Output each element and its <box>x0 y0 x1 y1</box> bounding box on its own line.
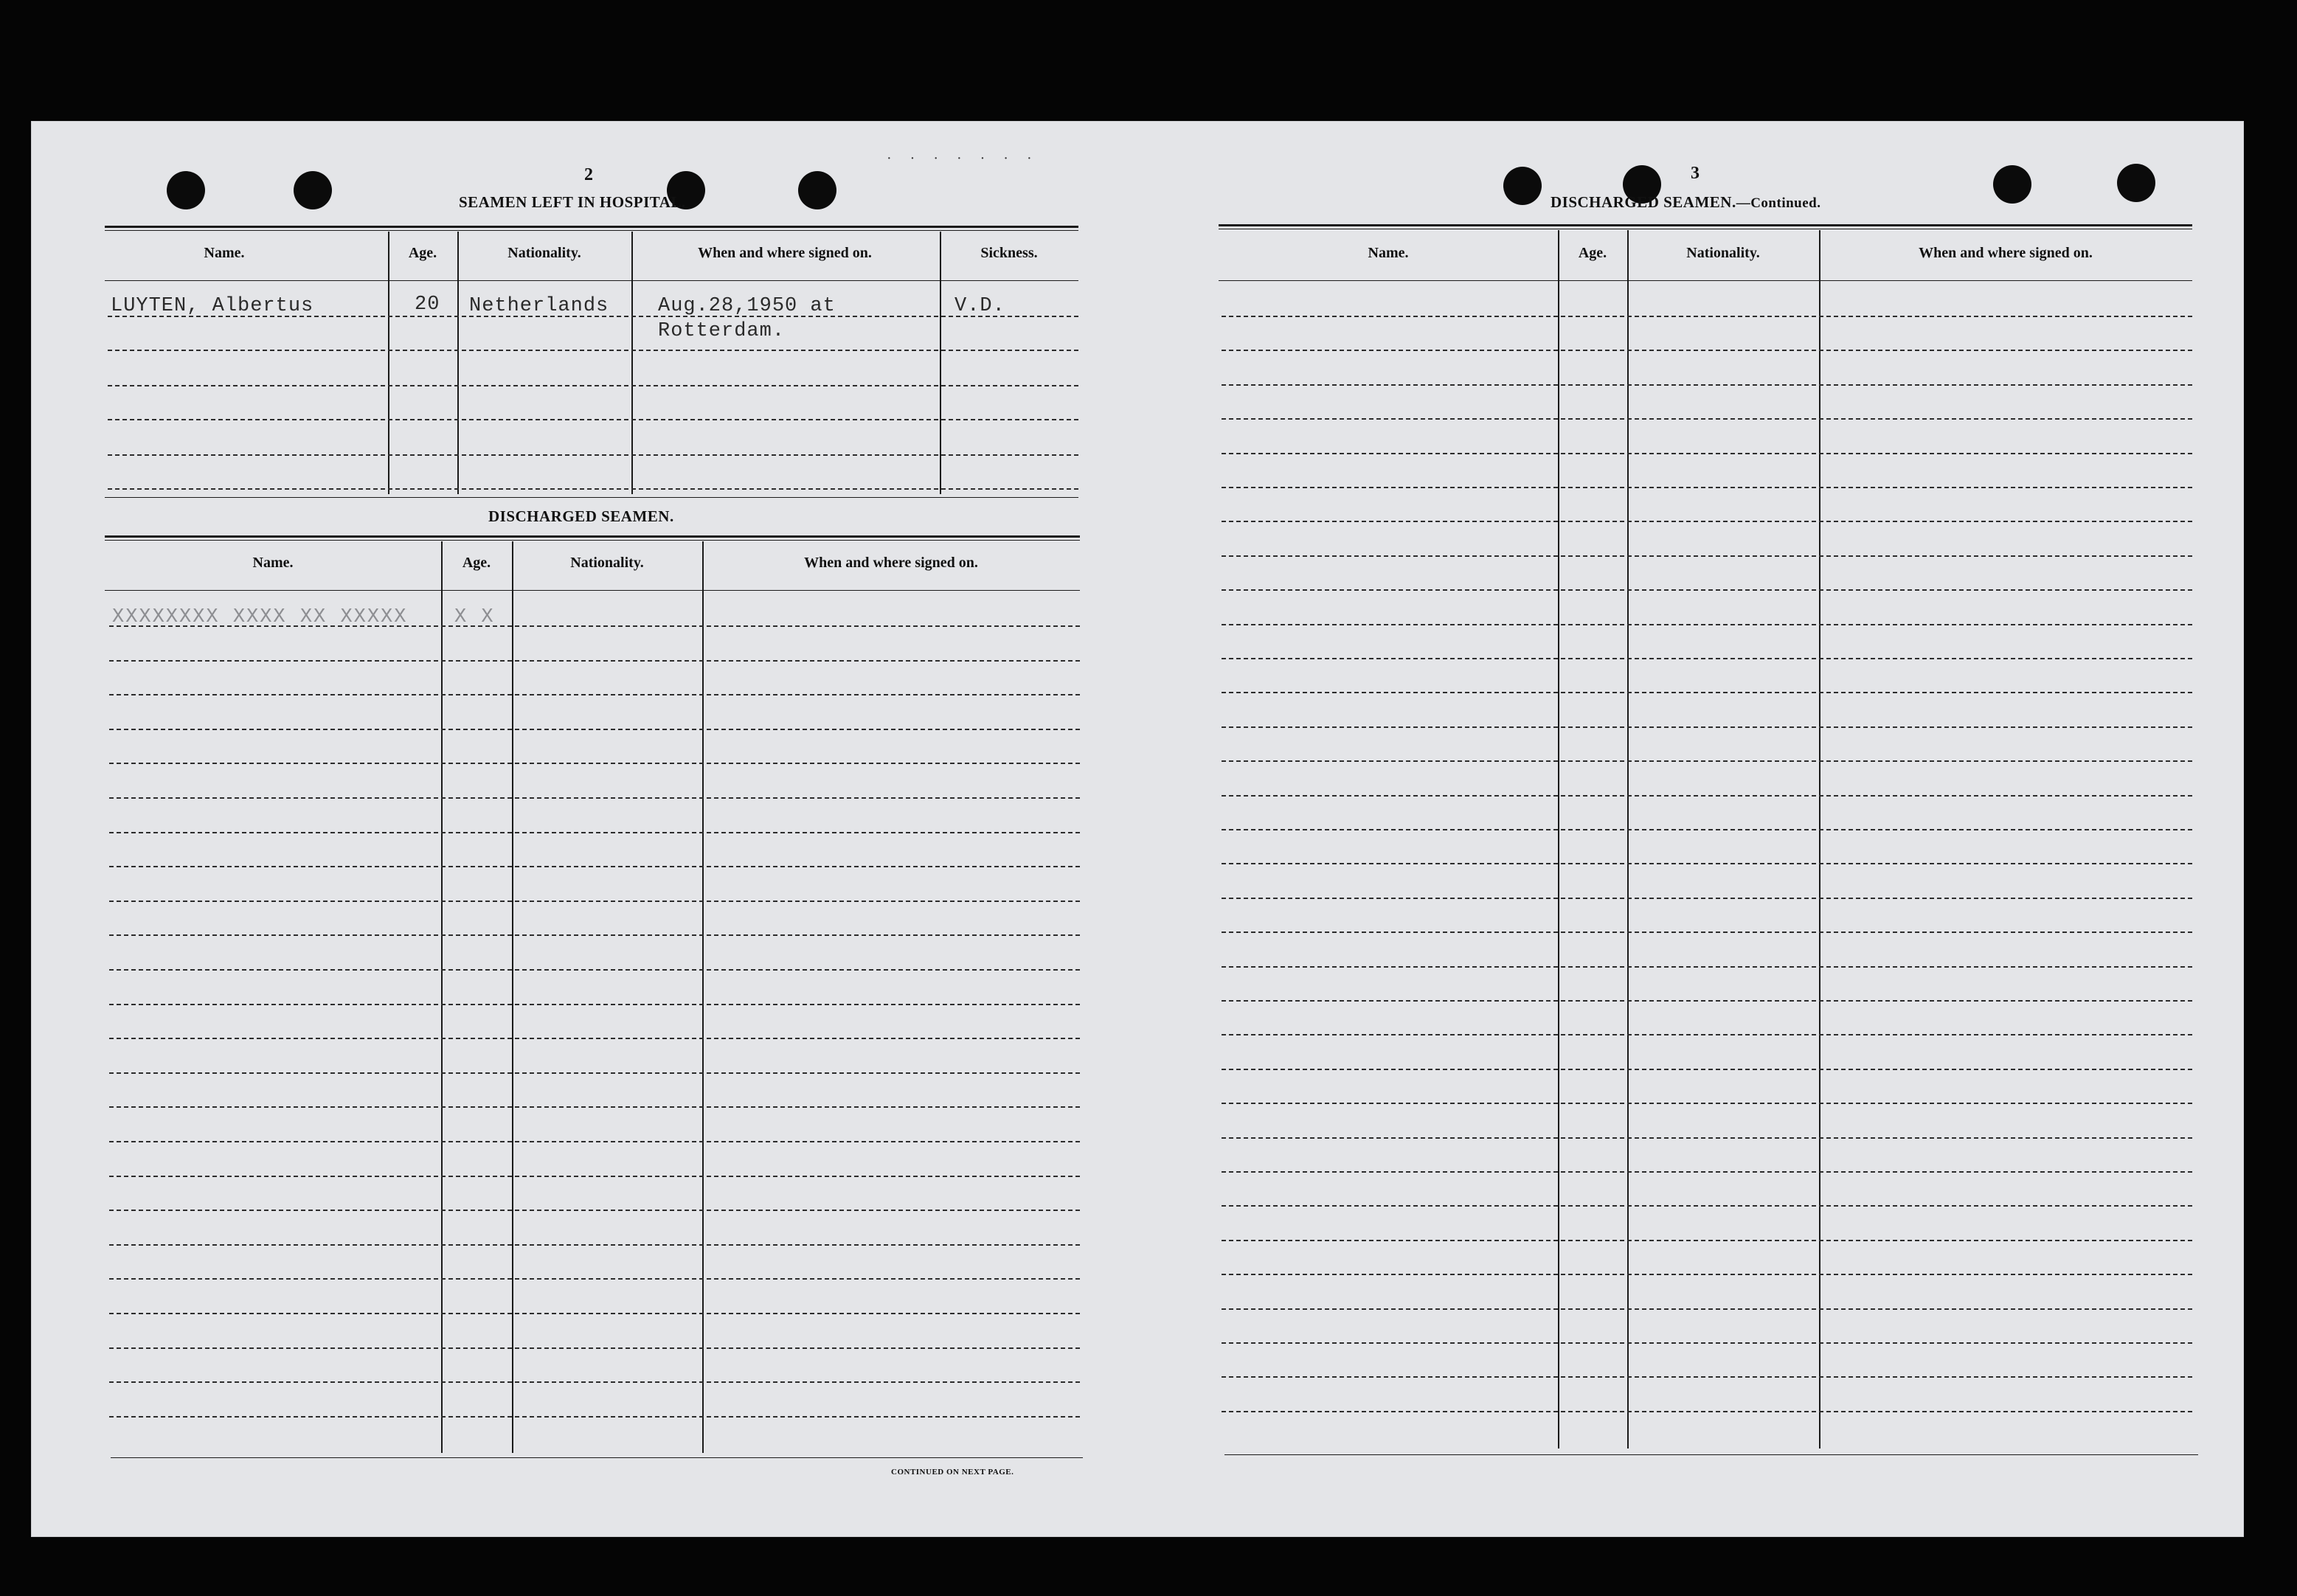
column-header-signed-on: When and where signed on. <box>1919 245 2093 261</box>
column-header-name: Name. <box>1368 245 1409 261</box>
entry-line <box>1222 555 2192 557</box>
entry-line <box>1222 692 2192 693</box>
entry-line <box>1222 521 2192 522</box>
column-divider <box>702 541 704 1453</box>
entry-line <box>108 385 1078 386</box>
entry-line <box>109 1244 1080 1246</box>
hospital-entry-nationality: Netherlands <box>469 295 609 317</box>
hospital-entry-signed-on-place: Rotterdam. <box>658 320 786 342</box>
column-divider <box>441 541 443 1453</box>
entry-line <box>109 1416 1080 1418</box>
entry-line <box>109 901 1080 902</box>
entry-line <box>109 1141 1080 1142</box>
hospital-entry-name: LUYTEN, Albertus <box>111 295 314 317</box>
column-divider <box>512 541 513 1453</box>
hospital-section-title: SEAMEN LEFT IN HOSPITAL. <box>459 193 686 211</box>
discharged-section-title: DISCHARGED SEAMEN. <box>488 507 674 525</box>
table-bottom-rule <box>1224 1454 2198 1455</box>
entry-line <box>109 729 1080 730</box>
entry-line <box>1222 863 2192 864</box>
entry-line <box>1222 589 2192 591</box>
entry-line <box>1222 487 2192 488</box>
binder-hole <box>294 171 332 209</box>
entry-line <box>1222 418 2192 420</box>
entry-line <box>1222 795 2192 797</box>
hospital-entry-signed-on: Aug.28,1950 at <box>658 295 836 317</box>
column-header-name: Name. <box>252 555 294 571</box>
entry-line <box>1222 829 2192 830</box>
table-bottom-rule <box>111 1457 1083 1458</box>
table-top-rule <box>105 230 1078 231</box>
continued-note: CONTINUED ON NEXT PAGE. <box>891 1468 1014 1477</box>
edge-marks: · · · · · · · <box>887 150 1039 167</box>
entry-line <box>1222 1069 2192 1070</box>
entry-line <box>1222 1137 2192 1139</box>
table-top-rule <box>105 540 1080 541</box>
entry-line <box>109 1210 1080 1211</box>
entry-line <box>1222 384 2192 386</box>
ledger-sheet <box>31 121 2244 1537</box>
column-header-nationality: Nationality. <box>570 555 644 571</box>
entry-line <box>1222 1205 2192 1207</box>
column-header-age: Age. <box>408 245 437 261</box>
entry-line <box>1222 726 2192 728</box>
binder-hole <box>798 171 836 209</box>
entry-line <box>109 694 1080 695</box>
binder-hole <box>167 171 205 209</box>
entry-line <box>1222 898 2192 899</box>
entry-line <box>109 934 1080 936</box>
entry-line <box>109 832 1080 833</box>
entry-line <box>1222 1411 2192 1412</box>
entry-line <box>108 419 1078 420</box>
page-number-left: 2 <box>584 165 593 184</box>
entry-line <box>109 969 1080 971</box>
column-header-sickness: Sickness. <box>980 245 1038 261</box>
table-top-rule <box>105 226 1078 228</box>
table-top-rule <box>105 535 1080 538</box>
entry-line <box>109 660 1080 662</box>
entry-line <box>108 454 1078 456</box>
hospital-entry-sickness: V.D. <box>955 295 1005 317</box>
binder-hole <box>2117 164 2155 202</box>
entry-line <box>109 1381 1080 1383</box>
continued-section-title <box>1551 193 1820 212</box>
page-number-right: 3 <box>1691 164 1700 183</box>
column-header-signed-on: When and where signed on. <box>698 245 872 261</box>
entry-line <box>109 1072 1080 1074</box>
column-header-nationality: Nationality. <box>1686 245 1760 261</box>
column-divider <box>1627 230 1629 1448</box>
entry-line <box>1222 1240 2192 1241</box>
struck-out-name: XXXXXXXX XXXX XX XXXXX <box>112 606 408 628</box>
entry-line <box>1222 931 2192 933</box>
entry-line <box>108 350 1078 351</box>
header-underline <box>105 280 1078 281</box>
entry-line <box>109 1106 1080 1108</box>
entry-line <box>1222 316 2192 317</box>
entry-line <box>1222 658 2192 659</box>
column-header-name: Name. <box>204 245 245 261</box>
binder-hole <box>1993 165 2031 204</box>
column-header-age: Age. <box>1578 245 1607 261</box>
entry-line <box>109 1313 1080 1314</box>
entry-line <box>1222 1000 2192 1002</box>
entry-line <box>1222 350 2192 351</box>
entry-line <box>1222 624 2192 625</box>
column-divider <box>1819 230 1820 1448</box>
column-header-nationality: Nationality. <box>507 245 581 261</box>
entry-line <box>1222 1171 2192 1173</box>
table-bottom-rule <box>105 497 1078 498</box>
binder-hole <box>1503 167 1542 205</box>
struck-out-age: X X <box>454 606 495 628</box>
column-divider <box>1558 230 1559 1448</box>
entry-line <box>1222 1103 2192 1104</box>
column-header-signed-on: When and where signed on. <box>804 555 978 571</box>
entry-line <box>1222 760 2192 762</box>
header-underline <box>1219 280 2192 281</box>
entry-line <box>1222 1274 2192 1275</box>
entry-line <box>1222 966 2192 968</box>
entry-line <box>1222 453 2192 454</box>
header-underline <box>105 590 1080 591</box>
continued-section-title-main: DISCHARGED SEAMEN. <box>1551 193 1736 211</box>
entry-line <box>109 797 1080 799</box>
entry-line <box>109 1278 1080 1280</box>
entry-line <box>1222 1376 2192 1378</box>
entry-line <box>109 1347 1080 1349</box>
entry-line <box>1222 1034 2192 1035</box>
entry-line <box>109 625 1080 627</box>
entry-line <box>109 1176 1080 1177</box>
column-header-age: Age. <box>462 555 491 571</box>
entry-line <box>109 866 1080 867</box>
entry-line <box>109 763 1080 764</box>
table-top-rule <box>1219 224 2192 226</box>
entry-line <box>109 1004 1080 1005</box>
entry-line <box>1222 1308 2192 1310</box>
continued-section-title-sub: —Continued. <box>1736 195 1821 211</box>
entry-line <box>109 1038 1080 1039</box>
entry-line <box>1222 1342 2192 1344</box>
entry-line <box>108 488 1078 490</box>
hospital-entry-age: 20 <box>415 294 440 316</box>
